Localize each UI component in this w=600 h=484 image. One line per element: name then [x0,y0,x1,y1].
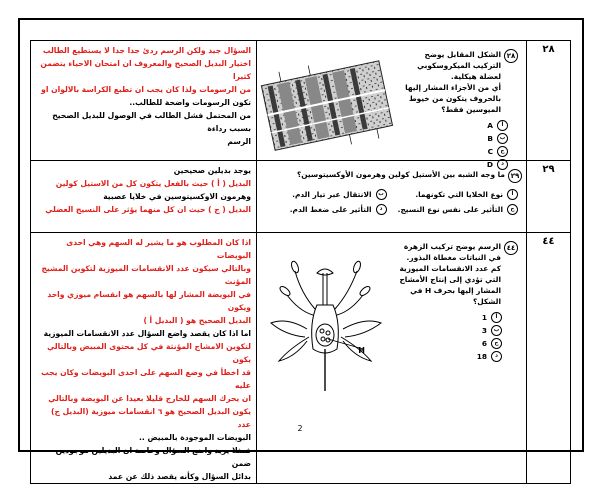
row-number: ٢٨ [527,41,571,161]
comment-line: وهرمون الاوكسيتوسين في خلايا عصبية [103,192,251,201]
option[interactable]: د D [394,159,508,170]
comment-line: بدائل السؤال وكأنه يقصد ذلك عن عمد [108,472,251,481]
label-h: H [358,346,365,355]
page-number: 2 [297,424,303,433]
comment-line: قد اخطأ في وضع السهم على احدى البويضات وكان يجب عليه [41,368,251,390]
option[interactable]: ج 6 [390,338,502,349]
comment-line: السؤال جيد ولكن الرسم ردئ جدا جدا لا يستطيع الطالب [42,46,251,55]
comment-line: من المحتمل فشل الطالب في الوصول للبديل الصحيح بسبب رداءة [52,111,251,133]
question-cell [257,41,527,169]
option[interactable]: ب 3 [390,325,502,336]
comment-line: وبالتالي سيكون عدد الانقسامات الميوزية لتكوين المشيج المؤنث [41,264,251,286]
option[interactable]: ج التأثير على نفس نوع النسيج. [393,204,519,215]
table-row [31,41,571,161]
comment-line: اختيار البديل الصحيح والمعروف ان امتحان الاحياء يتضمن كثيرا [40,59,251,81]
question-number-circle: ٢٩ [508,169,522,183]
table-row [31,161,571,233]
comment-line: في البويضة المشار لها بالسهم هو انقسام ميوزي واحد ويكون [47,290,251,312]
comment-line: تكون الرسومات واضحة للطالب.. [129,98,251,107]
option[interactable]: د التأثير على ضغط الدم. [261,204,387,215]
flower-diagram [265,253,391,393]
table-row [31,233,571,484]
comment-cell [31,233,257,484]
muscle-micrograph [263,63,387,149]
option[interactable]: أ A [394,120,508,131]
comment-line: فمثلا يريد واضع السؤال وخاصة ان البديلين موجودين ضمن [55,446,251,468]
row-number: ٤٤ [527,233,571,484]
comment-line: يكون البديل الصحيح هو ٦ انقسامات ميوزية (البديل ج) عدد [51,407,251,429]
row-number: ٢٩ [527,161,571,233]
comment-line: يوجد بديلين صحيحين [173,166,251,175]
option[interactable]: د 18 [390,351,502,362]
question-number-circle: ٤٤ [504,241,518,255]
question-cell [257,233,527,484]
question-text: الرسم يوضح تركيب الزهرة في النباتات مغطاة البذور. كم عدد الانقسامات الميوزية التي تؤدي إلى إنتاج الأمشاج المشار إليها بحرف H في الشكل؟ [399,242,501,306]
comment-line: الرسم [227,137,251,146]
comment-line: ان يحرك السهم للخارج قليلا بعيدا عن البويضة وبالتالي [48,394,251,403]
comment-line: اما اذا كان يقصد واضع السؤال عدد الانقسامات الميوزية [43,329,251,338]
comment-line: من الرسومات ولذا كان يجب ان تطبع الكراسة بالالوان او [41,85,251,94]
comment-line: اذا كان المطلوب هو ما يشير له السهم وهي احدى البويضات [66,238,251,260]
option[interactable]: أ نوع الخلايا التي تكونهما. [393,189,519,200]
question-text: الشكل المقابل يوضح التركيب الميكروسكوبي لعضلة هيكلية. أي من الأجزاء المشار إليها بالحروف يتكون من خيوط الميوسين فقط؟ [405,50,501,114]
question-number-circle: ٢٨ [504,49,518,63]
review-table [30,40,571,484]
question-cell [257,161,527,233]
option[interactable]: أ 1 [390,312,502,323]
comment-cell [31,161,257,233]
option[interactable]: ب الانتقال عبر تيار الدم. [261,189,387,200]
comment-line: البديل الصحيح هو ( البديل أ ) [143,316,251,325]
comment-line: البديل ( ج ) حيث ان كل منهما يؤثر على النسيج العضلي [45,205,251,214]
comment-line: البديل ( أ ) حيث بالفعل يتكون كل من الاستيل كولين [55,179,251,188]
comment-cell [31,41,257,161]
question-text: ما وجه الشبه بين الأستيل كولين وهرمون الأوكسيتوسين؟ [296,170,505,179]
option[interactable]: ب B [394,133,508,144]
comment-line: البويضات الموجودة بالمبيض .. [139,433,251,442]
comment-line: لتكوين الامشاج المؤنثة في كل محتوى المبيض وبالتالي يكون [47,342,251,364]
option[interactable]: ج C [394,146,508,157]
